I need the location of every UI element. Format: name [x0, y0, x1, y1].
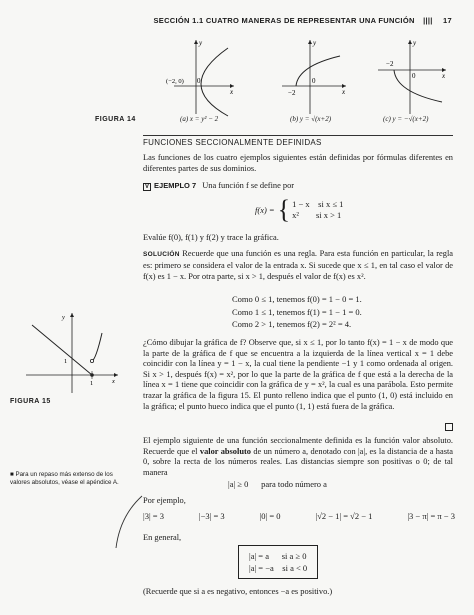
evaluate-text: Evalúe f(0), f(1) y f(2) y trace la gráfica.: [143, 233, 279, 242]
solution-paragraph: [143, 248, 453, 282]
fig15-y-label: y: [62, 314, 65, 321]
graph-c-neg2: −2: [386, 60, 394, 68]
caption-b: (b) y = √(x+2): [290, 115, 332, 123]
example-badge: V: [145, 184, 150, 190]
abs-example: |3 − π| = π − 3: [407, 511, 455, 521]
piecewise-row-1: 1 − x si x ≤ 1: [292, 199, 344, 209]
graph-a-x-label: x: [230, 88, 234, 96]
abs-example: |0| = 0: [259, 511, 281, 521]
abs-text-1: El ejemplo siguiente de una función seccionalmente definida es la función valor absoluto. Recuerde que el: [143, 436, 453, 456]
for-example-text: Por ejemplo,: [143, 496, 186, 505]
abs-paragraph: [143, 436, 453, 478]
example-title: EJEMPLO 7: [154, 181, 197, 190]
piecewise-lhs: f(x) =: [255, 205, 275, 215]
case-item: Como 0 ≤ 1, tenemos f(0) = 1 − 0 = 1.: [232, 294, 362, 304]
graph-b-origin: 0: [312, 77, 316, 85]
in-general-text: En general,: [143, 533, 182, 542]
abs-example: |3| = 3: [143, 511, 164, 521]
side-note: ■ Para un repaso más extenso de los valores absolutos, véase el apéndice A.: [10, 471, 119, 486]
caption-c: (c) y = −√(x+2): [383, 115, 429, 123]
abs-def-row-2: |a| = −a si a < 0: [249, 563, 308, 573]
section-rule: [143, 135, 453, 136]
abs-definition-box: [238, 545, 318, 579]
fig15-tick-x1: 1: [90, 380, 94, 387]
pen-mark-decoration: [108, 492, 148, 552]
figure-14-graphs: [168, 36, 458, 118]
graph-c-origin: 0: [412, 72, 416, 80]
example-heading: [143, 181, 294, 191]
graph-b-neg2: −2: [288, 89, 296, 97]
graph-a: [166, 39, 234, 116]
graph-b: [282, 39, 346, 114]
piecewise-row-2: x² si x > 1: [292, 210, 342, 220]
case-item: Como 2 > 1, tenemos f(2) = 2² = 4.: [232, 319, 352, 329]
solution-label: SOLUCIÓN: [143, 251, 180, 258]
graph-a-point: (−2, 0): [166, 78, 184, 85]
figure-15-graph: [22, 305, 122, 395]
section-title: FUNCIONES SECCIONALMENTE DEFINIDAS: [143, 138, 322, 147]
section-header: SECCIÓN 1.1 CUATRO MANERAS DE REPRESENTAR UNA FUNCIÓN: [153, 16, 415, 25]
graph-c-x-label: x: [442, 72, 446, 80]
graph-c: [378, 39, 446, 114]
abs-rule: |a| ≥ 0 para todo número a: [228, 479, 327, 489]
running-header: [153, 16, 452, 25]
graph-a-y-label: y: [199, 39, 203, 47]
cases-list: [232, 293, 362, 331]
page-number: 17: [443, 16, 452, 25]
abs-example: |−3| = 3: [198, 511, 225, 521]
caption-a: (a) x = y² − 2: [180, 115, 219, 123]
abs-example: |√2 − 1| = √2 − 1: [315, 511, 373, 521]
abs-bold-term: valor absoluto: [199, 446, 251, 456]
abs-examples-row: [143, 511, 455, 521]
graph-c-y-label: y: [413, 39, 417, 47]
fig15-tick-y1: 1: [64, 358, 68, 365]
graph-a-origin: 0: [197, 77, 201, 85]
intro-paragraph: Las funciones de los cuatro ejemplos siguientes están definidas por fórmulas diferentes en diferentes partes de sus dominios.: [143, 153, 453, 173]
abs-def-row-1: |a| = a si a ≥ 0: [249, 551, 307, 561]
figure-15-label: FIGURA 15: [10, 398, 51, 405]
graph-paragraph: ¿Cómo dibujar la gráfica de f? Observe que, si x ≤ 1, por lo tanto f(x) = 1 − x de modo que la parte de la gráfica de f que se encuentra a la izquierda de la línea vertical x = 1 debe coincidir con la línea y = 1 − x, la cual tiene la pendiente −1 y 1 como ordenada al origen. Si x > 1, después f(x) = x², por lo que la parte de la gráfica de f que está a la derecha de la línea x = 1 tiene que coincidir con la gráfica de y = x², la cual es una parábola. Esto permite trazar la gráfica de la figura 15. El punto relleno indica que el punto (1, 0) está incluido en la gráfica; el punto hueco indica que el punto (1, 1) está fuera de la gráfica.: [143, 338, 453, 411]
abs-text-2: de un número a, denotado con |a|, es la distancia de a hasta 0, sobre la recta de los números reales. Las distancias siempre son positivas o 0; de tal manera: [143, 446, 453, 477]
remember-note: (Recuerde que si a es negativo, entonces −a es positivo.): [143, 587, 333, 596]
graph-b-y-label: y: [313, 39, 317, 47]
header-marker: ||||: [423, 16, 433, 25]
qed-box-icon: [445, 423, 453, 431]
case-item: Como 1 ≤ 1, tenemos f(1) = 1 − 1 = 0.: [232, 306, 362, 317]
graph-b-x-label: x: [342, 88, 346, 96]
fig15-x-label: x: [112, 378, 115, 385]
figure-14-label: FIGURA 14: [95, 116, 136, 123]
example-text: Una función f se define por: [202, 181, 295, 190]
solution-text: Recuerde que una función es una regla. Para esta función en particular, la regla es: primero se considera el valor de la entrada x. Si sucede que x ≤ 1, en tal caso el valor de f(x) es 1 − x. Por otra parte, si x > 1, después el valor de f(x) es x².: [143, 249, 453, 281]
piecewise-definition: f(x) = { 1 − x si x ≤ 1 x² si x > 1: [255, 195, 344, 224]
